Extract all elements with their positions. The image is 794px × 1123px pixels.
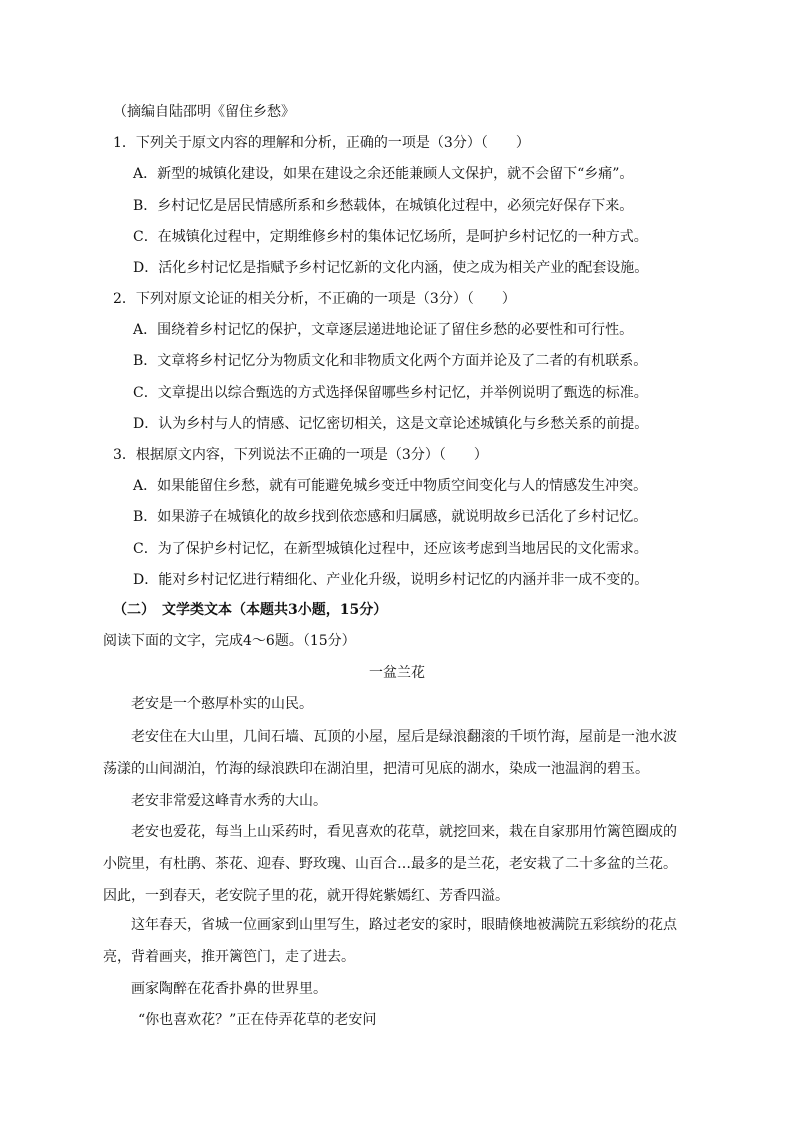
- story-paragraph: 老安住在大山里，几间石墙、瓦顶的小屋，屋后是绿浪翻滚的千顷竹海，屋前是一池水波荡漾的山间湖泊，竹海的绿浪跌印在湖泊里，把清可见底的湖水，染成一池温润的碧玉。: [103, 729, 677, 777]
- question-3-option-d: D．能对乡村记忆进行精细化、产业化升级，说明乡村记忆的内涵并非一成不变的。: [133, 572, 649, 588]
- story-paragraph: 老安也爱花，每当上山采药时，看见喜欢的花草，就挖回来，栽在自家那用竹篱笆圈成的小院里，有杜鹃、茶花、迎春、野玫瑰、山百合…最多的是兰花，老安栽了二十多盆的兰花。因此，一到春天，老安院子里的花，就开得姹紫嫣红、芳香四溢。: [103, 824, 677, 904]
- source-citation: （摘编自陆邵明《留住乡愁》: [113, 104, 295, 120]
- question-3-option-c: C．为了保护乡村记忆，在新型城镇化过程中，还应该考虑到当地居民的文化需求。: [133, 541, 648, 557]
- reading-instruction: 阅读下面的文字，完成4～6题。（15分）: [103, 633, 356, 649]
- story-paragraph: “你也喜欢花？”正在侍弄花草的老安问: [138, 1012, 377, 1028]
- question-2-option-c: C．文章提出以综合甄选的方式选择保留哪些乡村记忆，并举例说明了甄选的标准。: [133, 385, 648, 401]
- question-3-stem: 3．根据原文内容，下列说法不正确的一项是（3分）（ ）: [113, 447, 488, 463]
- question-3-option-a: A．如果能留住乡愁，就有可能避免城乡变迁中物质空间变化与人的情感发生冲突。: [133, 478, 648, 494]
- question-1-option-a: A．新型的城镇化建设，如果在建设之余还能兼顾人文保护，就不会留下“乡痛”。: [133, 166, 634, 182]
- question-1-option-d: D．活化乡村记忆是指赋予乡村记忆新的文化内涵，使之成为相关产业的配套设施。: [133, 260, 649, 276]
- story-paragraph: 老安是一个憨厚朴实的山民。: [131, 696, 313, 712]
- story-paragraph: 老安非常爱这峰青水秀的大山。: [131, 793, 327, 809]
- story-paragraph: 这年春天，省城一位画家到山里写生，路过老安的家时，眼睛倏地被满院五彩缤纷的花点亮，背着画夹，推开篱笆门，走了进去。: [103, 917, 677, 965]
- question-2-option-b: B．文章将乡村记忆分为物质文化和非物质文化两个方面并论及了二者的有机联系。: [133, 353, 648, 369]
- story-title: 一盆兰花: [369, 665, 425, 681]
- section-heading: （二） 文学类文本（本题共3小题，15分）: [113, 602, 388, 618]
- question-3-option-b: B．如果游子在城镇化的故乡找到依恋感和归属感，就说明故乡已活化了乡村记忆。: [133, 509, 648, 525]
- question-2-option-d: D．认为乡村与人的情感、记忆密切相关，这是文章论述城镇化与乡愁关系的前提。: [133, 416, 649, 432]
- question-1-option-c: C．在城镇化过程中，定期维修乡村的集体记忆场所，是呵护乡村记忆的一种方式。: [133, 229, 648, 245]
- story-paragraph: 画家陶醉在花香扑鼻的世界里。: [131, 981, 327, 997]
- question-1-stem: 1．下列关于原文内容的理解和分析，正确的一项是（3分）（ ）: [113, 135, 530, 151]
- question-2-stem: 2．下列对原文论证的相关分析，不正确的一项是（3分）（ ）: [113, 291, 516, 307]
- question-1-option-b: B．乡村记忆是居民情感所系和乡愁载体，在城镇化过程中，必须完好保存下来。: [133, 198, 634, 214]
- question-2-option-a: A．围绕着乡村记忆的保护，文章逐层递进地论证了留住乡愁的必要性和可行性。: [133, 322, 634, 338]
